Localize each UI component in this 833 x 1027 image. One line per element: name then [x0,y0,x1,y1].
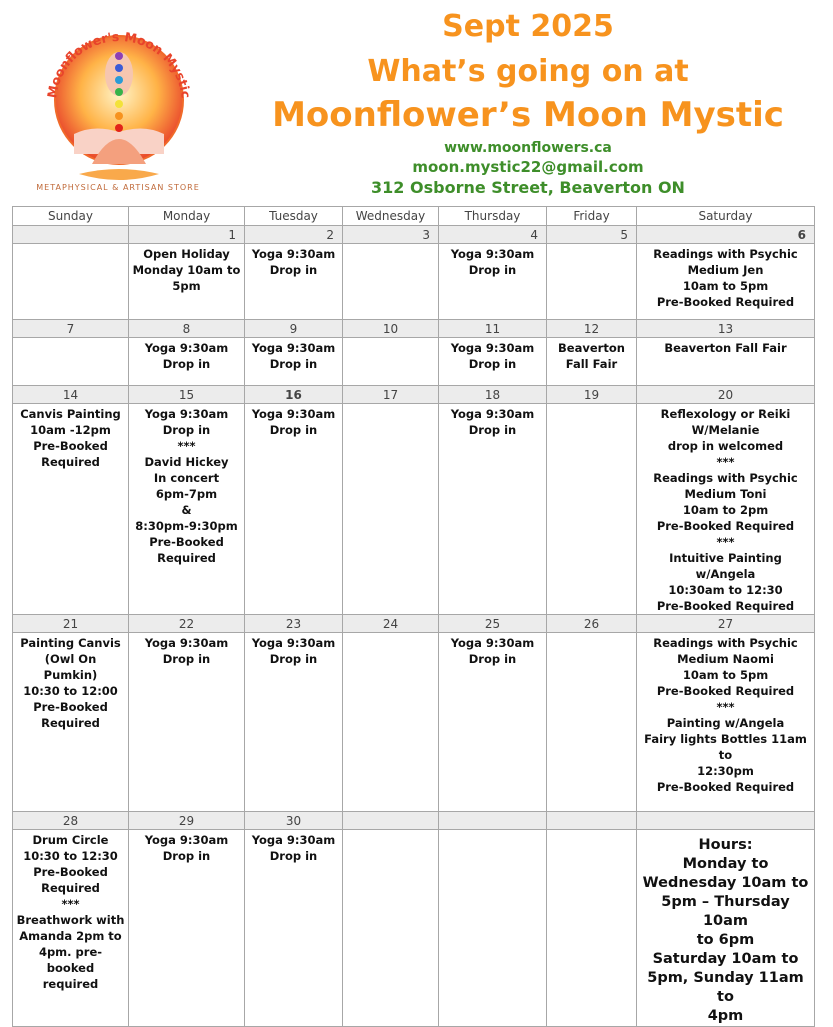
event-line: In concert [153,471,220,485]
date-number: 7 [13,320,129,338]
event-line: Pre-Booked Required [656,519,795,533]
event-line: Drop in [468,263,517,277]
month-title: Sept 2025 [442,9,614,44]
event-line: Pre-Booked Required [656,684,795,698]
event-line: Yoga 9:30am [450,341,535,355]
events-row [13,404,815,615]
event-line: Drop in [468,652,517,666]
hours-line: Wednesday 10am to [642,875,809,891]
event-line: Drum Circle [32,833,109,847]
event-line: 10am to 5pm [682,668,769,682]
event-line: Yoga 9:30am [450,407,535,421]
date-number [439,812,547,830]
day-cell [343,404,439,615]
date-number: 2 [245,226,343,244]
day-cell [13,404,129,615]
hours-line: to 6pm [696,932,755,948]
day-cell [637,338,815,386]
event-line: Medium Toni [684,487,767,501]
event-line: 8:30pm-9:30pm [135,519,238,533]
day-cell [439,830,547,1027]
event-line: Drop in [269,263,318,277]
date-number: 22 [129,615,245,633]
event-line: 10am to 5pm [682,279,769,293]
weekday-thursday: Thursday [439,207,547,226]
event-line: Drop in [269,849,318,863]
event-line: Yoga 9:30am [251,247,336,261]
email-link[interactable]: moon.mystic22@gmail.com [412,158,644,176]
weekday-friday: Friday [547,207,637,226]
day-cell [129,338,245,386]
day-cell [13,338,129,386]
event-line: Drop in [468,357,517,371]
date-number: 30 [245,812,343,830]
day-cell [547,633,637,812]
hours-line: 4pm [707,1008,744,1024]
date-number: 11 [439,320,547,338]
event-line: Yoga 9:30am [251,407,336,421]
event-line: Fairy lights Bottles 11am to [644,732,807,762]
day-cell [13,633,129,812]
event-line: Amanda 2pm to [19,929,122,943]
logo-name: Moonflower's Moon Mystic [44,28,194,100]
event-line: Readings with Psychic [653,636,798,650]
event-line: 5pm [172,279,201,293]
event-line: Pre-Booked [149,535,224,549]
date-number: 4 [439,226,547,244]
hours-line: Saturday 10am to [652,951,799,967]
event-line: Drop in [269,423,318,437]
event-line: Breathwork with [16,913,125,927]
event-line: Pre-Booked Required [656,295,795,309]
event-line: Canvis Painting [20,407,121,421]
event-line: *** [716,535,735,549]
day-cell [129,830,245,1027]
event-line: Open Holiday [143,247,230,261]
date-number: 27 [637,615,815,633]
date-number: 19 [547,386,637,404]
event-line: Drop in [162,849,211,863]
event-line: 10:30 to 12:30 [23,849,118,863]
event-line: Pre-Booked Required [656,599,795,613]
event-line: drop in welcomed [667,439,784,453]
store-hours [637,830,815,1027]
event-line: Medium Jen [687,263,764,277]
weekday-tuesday: Tuesday [245,207,343,226]
day-cell [343,633,439,812]
event-line: Yoga 9:30am [144,407,229,421]
events-row [13,244,815,320]
day-cell [343,244,439,320]
event-line: Required [41,455,100,469]
date-row [13,386,815,404]
events-row [13,633,815,812]
day-cell [13,830,129,1027]
day-cell [129,244,245,320]
date-number: 21 [13,615,129,633]
day-cell [439,244,547,320]
events-row [13,830,815,1027]
day-cell [439,404,547,615]
day-cell [439,633,547,812]
event-line: Required [41,716,100,730]
hours-line: Hours: [698,837,753,853]
day-cell [637,633,815,812]
date-number: 5 [547,226,637,244]
day-cell [637,404,815,615]
hours-line: 5pm, Sunday 11am to [647,970,804,1005]
event-line: & [181,503,192,517]
day-cell [245,633,343,812]
event-line: Required [157,551,216,565]
date-number [343,812,439,830]
event-line: (Owl On Pumkin) [43,652,98,682]
subtitle: What’s going on at [367,54,689,89]
store-logo [34,14,204,198]
date-number: 26 [547,615,637,633]
date-number: 1 [129,226,245,244]
day-cell [245,244,343,320]
day-cell [547,338,637,386]
day-cell [245,404,343,615]
date-row [13,812,815,830]
event-line: 10:30 to 12:00 [23,684,118,698]
website-link[interactable]: www.moonflowers.ca [444,140,612,156]
event-line: Monday 10am to [132,263,241,277]
event-line: 4pm. pre-booked [38,945,103,975]
date-number: 12 [547,320,637,338]
event-line: Yoga 9:30am [144,636,229,650]
date-number: 18 [439,386,547,404]
event-line: Readings with Psychic [653,471,798,485]
weekday-header [13,207,815,226]
event-line: Required [41,881,100,895]
date-row [13,320,815,338]
date-number [13,226,129,244]
address: 312 Osborne Street, Beaverton ON [371,178,685,197]
date-row [13,615,815,633]
event-line: Yoga 9:30am [251,833,336,847]
logo-caption: METAPHYSICAL & ARTISAN STORE [36,183,200,192]
day-cell [129,404,245,615]
date-number: 20 [637,386,815,404]
event-line: Drop in [162,357,211,371]
event-line: Drop in [269,357,318,371]
event-line: Painting Canvis [20,636,121,650]
day-cell [343,338,439,386]
event-line: 6pm-7pm [155,487,218,501]
event-line: Yoga 9:30am [251,636,336,650]
day-cell [343,830,439,1027]
event-line: Painting w/Angela [666,716,785,730]
event-line: 12:30pm [697,764,754,778]
event-line: Drop in [162,423,211,437]
date-number [547,812,637,830]
event-line: Pre-Booked [33,439,108,453]
day-cell [13,244,129,320]
event-line: 10am to 2pm [682,503,769,517]
day-cell [439,338,547,386]
day-cell [245,830,343,1027]
event-line: W/Melanie [691,423,760,437]
event-line: Beaverton [558,341,625,355]
date-number: 14 [13,386,129,404]
date-number: 16 [245,386,343,404]
date-number: 10 [343,320,439,338]
day-cell [129,633,245,812]
event-line: Yoga 9:30am [450,636,535,650]
day-cell [547,830,637,1027]
weekday-sunday: Sunday [13,207,129,226]
event-line: David Hickey [144,455,229,469]
date-number [637,812,815,830]
event-line: Pre-Booked [33,865,108,879]
weekday-wednesday: Wednesday [343,207,439,226]
date-number: 13 [637,320,815,338]
day-cell [245,338,343,386]
event-line: Yoga 9:30am [144,833,229,847]
event-line: Pre-Booked Required [656,780,795,794]
event-line: *** [61,897,80,911]
event-line: Beaverton Fall Fair [664,341,787,355]
event-line: Drop in [468,423,517,437]
event-line: Pre-Booked [33,700,108,714]
event-line: Reflexology or Reiki [660,407,791,421]
date-number: 15 [129,386,245,404]
date-row [13,226,815,244]
event-line: Yoga 9:30am [251,341,336,355]
date-number: 17 [343,386,439,404]
date-number: 9 [245,320,343,338]
event-line: Yoga 9:30am [450,247,535,261]
event-line: Yoga 9:30am [144,341,229,355]
event-line: Drop in [269,652,318,666]
event-line: *** [716,700,735,714]
date-number: 3 [343,226,439,244]
event-line: Intuitive Painting w/Angela [669,551,782,581]
date-number: 24 [343,615,439,633]
events-row [13,338,815,386]
date-number: 29 [129,812,245,830]
event-line: 10:30am to 12:30 [668,583,783,597]
event-line: Readings with Psychic [653,247,798,261]
event-calendar [12,206,815,1027]
event-line: 10am -12pm [30,423,111,437]
date-number: 8 [129,320,245,338]
weekday-monday: Monday [129,207,245,226]
day-cell [547,244,637,320]
event-line: Fall Fair [565,357,618,371]
day-cell [547,404,637,615]
weekday-saturday: Saturday [637,207,815,226]
event-line: *** [716,455,735,469]
date-number: 6 [637,226,815,244]
event-line: Drop in [162,652,211,666]
date-number: 25 [439,615,547,633]
date-number: 23 [245,615,343,633]
date-number: 28 [13,812,129,830]
event-line: *** [177,439,196,453]
hours-line: Monday to [682,856,769,872]
store-name: Moonflower’s Moon Mystic [272,95,784,135]
day-cell [637,244,815,320]
event-line: required [42,977,99,991]
hours-line: 5pm – Thursday 10am [661,894,790,929]
event-line: Medium Naomi [677,652,774,666]
